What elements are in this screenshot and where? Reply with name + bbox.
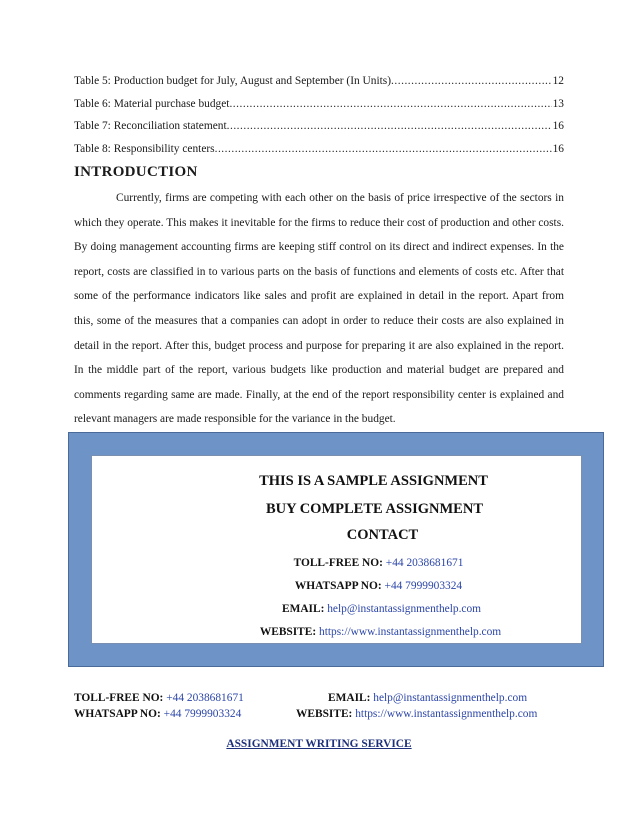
banner-tollfree-number[interactable]: +44 2038681671 — [385, 557, 464, 569]
introduction-heading: INTRODUCTION — [74, 164, 198, 180]
assignment-writing-service — [0, 738, 638, 750]
banner-whatsapp-label: WHATSAPP NO: — [294, 580, 382, 592]
footer-tollfree-label: TOLL-FREE NO: — [74, 692, 164, 704]
footer-row — [74, 692, 574, 708]
banner-contact-title: CONTACT — [346, 527, 419, 543]
toc-entry-label: Table 7: Reconciliation statement — [74, 120, 227, 132]
assignment-writing-service-link[interactable]: ASSIGNMENT WRITING SERVICE — [226, 738, 412, 750]
footer-tollfree-number[interactable]: +44 2038681671 — [166, 692, 244, 704]
banner-tollfree-label: TOLL-FREE NO: — [293, 557, 383, 569]
toc-entry-label: Table 6: Material purchase budget — [74, 97, 230, 110]
toc-leader-dots — [227, 115, 552, 138]
banner-website-link[interactable]: https://www.instantassignmenthelp.com — [319, 626, 502, 638]
toc-entry[interactable] — [74, 70, 564, 93]
toc-entry-page: 16 — [552, 142, 564, 155]
banner-whatsapp — [134, 580, 623, 592]
footer-whatsapp-label: WHATSAPP NO: — [74, 708, 161, 720]
banner-website — [136, 626, 625, 638]
introduction-paragraph: Currently, firms are competing with each other on the basis of price irrespective of the sectors in which they operate. This makes it inevitable for the firms to reduce their cost of production and other costs. By doing management accounting firms are keeping stiff control on its direct and indirect expenses. In the report, costs are classified in to various parts on the basis of functions and elements of costs etc. After that some of the performance indicators like sales and profit are explained in detail in the report. Apart from this, some of the measures that a companies can adopt in order to reduce their costs are also explained in detail in the report. After this, budget process and purpose for preparing it are also explained in the report. In the middle part of the report, various budgets like production and material budget are prepared and comments regarding same are made. Finally, at the end of the report responsibility center is explained and relevant managers are made responsible for the variance in the budget. — [74, 192, 564, 426]
toc-entry[interactable] — [74, 138, 564, 161]
toc-entry-page: 12 — [552, 75, 564, 87]
toc-entry-page: 13 — [552, 97, 564, 110]
banner-email-link[interactable]: help@instantassignmenthelp.com — [327, 603, 482, 615]
toc-leader-dots — [229, 93, 551, 116]
banner-sample-title: THIS IS A SAMPLE ASSIGNMENT — [259, 473, 488, 489]
footer-tollfree — [74, 692, 244, 704]
banner-content-box — [91, 455, 582, 644]
footer-email — [328, 692, 527, 704]
banner-website-label: WEBSITE: — [259, 626, 317, 638]
footer-website-label: WEBSITE: — [296, 708, 353, 720]
footer-email-label: EMAIL: — [328, 692, 371, 704]
footer-website-link[interactable]: https://www.instantassignmenthelp.com — [355, 708, 538, 720]
banner-email — [137, 603, 626, 615]
sample-assignment-banner — [68, 432, 604, 667]
toc-entry-page: 16 — [552, 120, 564, 132]
footer-whatsapp — [74, 708, 241, 720]
toc-entry-label: Table 5: Production budget for July, August and September (In Units) — [74, 75, 392, 87]
footer-whatsapp-number[interactable]: +44 7999903324 — [163, 708, 242, 720]
banner-whatsapp-number[interactable]: +44 7999903324 — [384, 580, 463, 592]
toc-leader-dots — [215, 138, 552, 161]
footer-email-link[interactable]: help@instantassignmenthelp.com — [373, 692, 528, 704]
footer-website — [296, 708, 537, 720]
table-of-contents — [74, 70, 564, 160]
page-footer — [74, 692, 574, 724]
toc-leader-dots — [391, 70, 552, 93]
banner-buy-title: BUY COMPLETE ASSIGNMENT — [266, 501, 483, 517]
toc-entry[interactable] — [74, 115, 564, 138]
toc-entry[interactable] — [74, 93, 564, 116]
footer-row — [74, 708, 574, 724]
banner-tollfree — [134, 557, 623, 569]
toc-entry-label: Table 8: Responsibility centers — [74, 142, 215, 155]
banner-email-label: EMAIL: — [281, 603, 325, 615]
